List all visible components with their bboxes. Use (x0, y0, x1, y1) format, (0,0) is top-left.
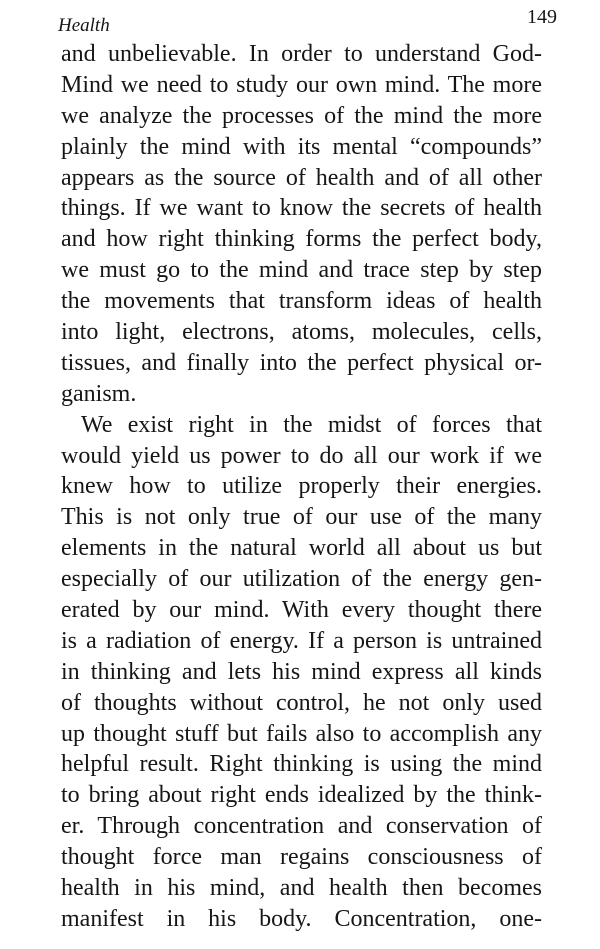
text-line: to bring about right ends idealized by the think- (61, 782, 542, 809)
text-line: erated by our mind. With every thought there (61, 597, 542, 624)
text-line: things. If we want to know the secrets of health (61, 195, 542, 222)
text-line: would yield us power to do all our work if we (61, 442, 542, 469)
text-line: manifest in his body. Concentration, one- (61, 905, 542, 932)
text-line: we analyze the processes of the mind the more (61, 102, 542, 129)
text-line: of thoughts without control, he not only used (61, 689, 542, 716)
text-line: Mind we need to study our own mind. The more (61, 71, 542, 98)
text-line: in thinking and lets his mind express all kinds (61, 658, 542, 685)
text-line: into light, electrons, atoms, molecules, cells, (61, 319, 542, 346)
text-line: helpful result. Right thinking is using the mind (61, 751, 542, 778)
text-line: ganism. (61, 380, 137, 407)
text-line: and how right thinking forms the perfect body, (61, 226, 542, 253)
text-line: and unbelievable. In order to understand God- (61, 41, 542, 67)
text-line: er. Through concentration and conservation of (61, 813, 542, 840)
body-text (61, 39, 542, 935)
text-line: up thought stuff but fails also to accomplish any (61, 720, 542, 747)
page-number: 149 (527, 6, 557, 28)
paragraph-start-line: We exist right in the midst of forces that (81, 411, 542, 438)
text-line: appears as the source of health and of all other (61, 164, 542, 191)
text-line: especially of our utilization of the energy gen- (61, 566, 542, 593)
text-line: elements in the natural world all about us but (61, 535, 542, 562)
text-line: thought force man regains consciousness of (61, 844, 542, 871)
text-line: knew how to utilize properly their energies. (61, 473, 542, 500)
text-line: health in his mind, and health then becomes (61, 875, 542, 902)
text-line: we must go to the mind and trace step by step (61, 257, 542, 284)
text-line: This is not only true of our use of the many (61, 504, 542, 531)
chapter-title: Health (58, 15, 110, 36)
text-line: the movements that transform ideas of health (61, 288, 542, 315)
text-line: is a radiation of energy. If a person is untrained (61, 627, 542, 654)
text-line: plainly the mind with its mental “compounds” (61, 133, 542, 160)
text-line: tissues, and finally into the perfect physical or- (61, 349, 542, 376)
